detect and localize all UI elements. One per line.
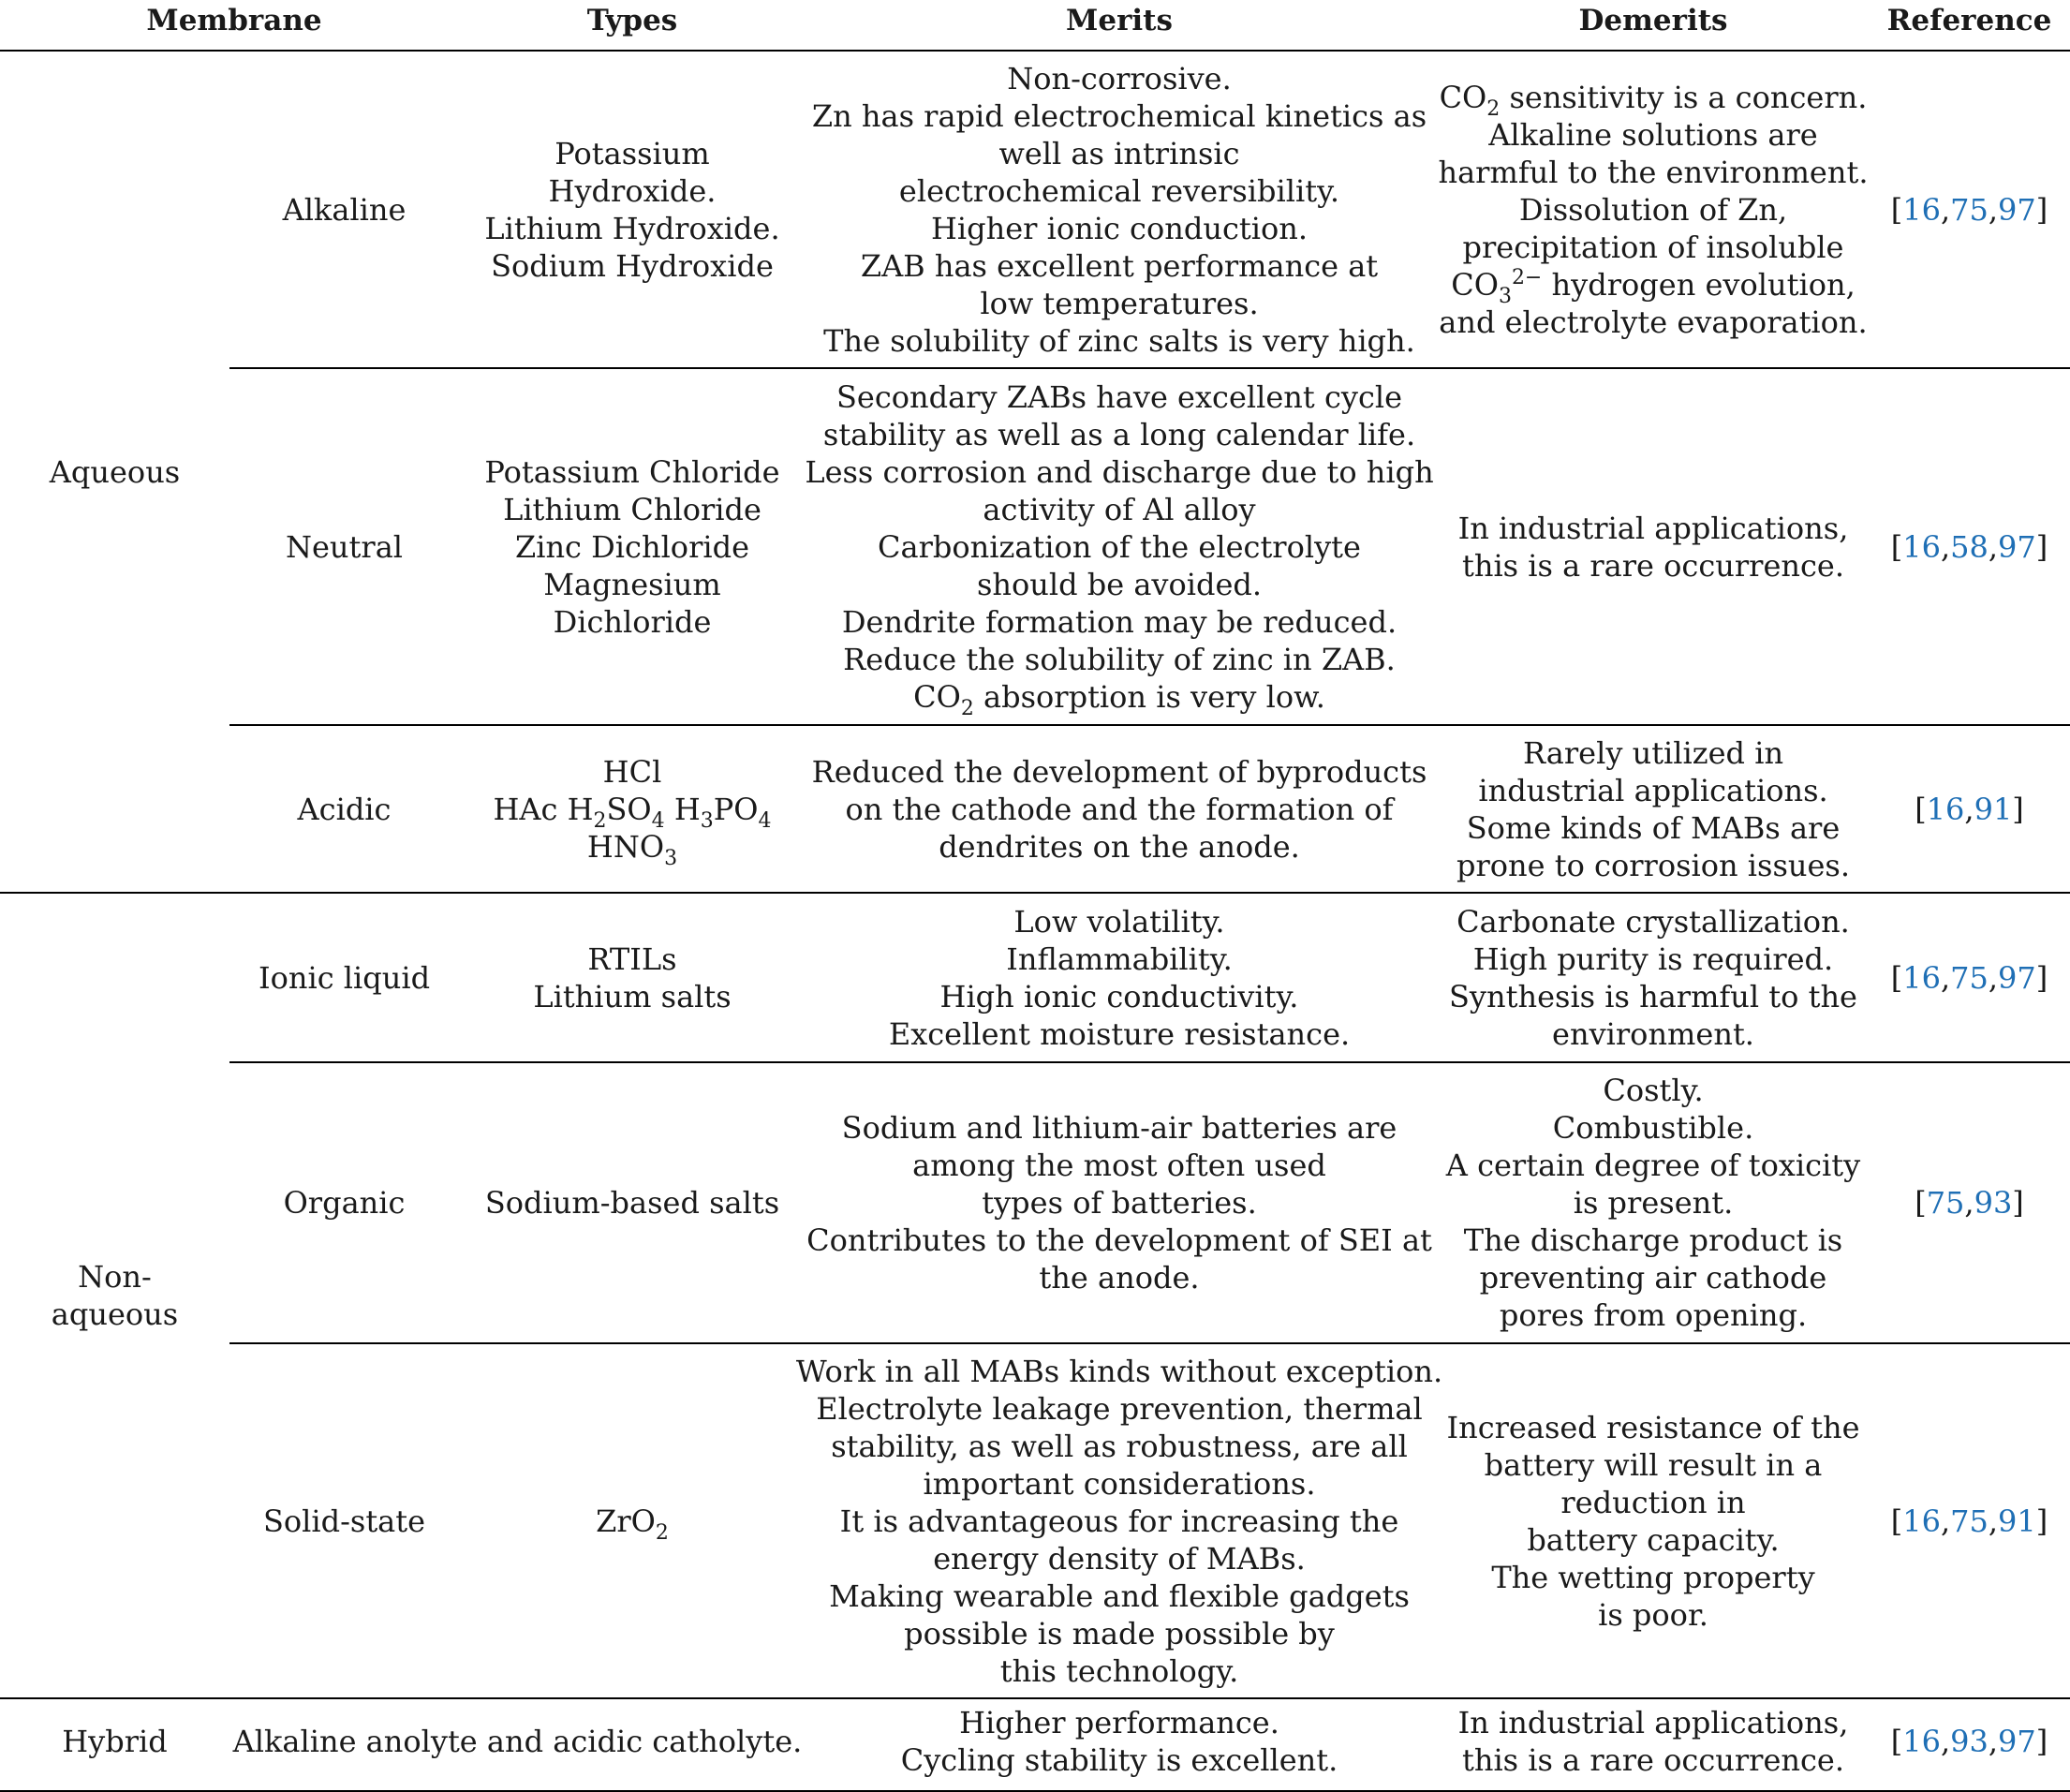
row-neutral-types: Potassium Chloride Lithium Chloride Zinc Dichloride Magnesium Dichloride [484, 453, 780, 640]
header-membrane: Membrane [146, 4, 322, 37]
group-hybrid: Hybrid [62, 1724, 168, 1759]
row-neutral-reference: [16,58,97] [1890, 528, 2048, 565]
row-acidic-merits: Reduced the development of byproducts on the cathode and the formation of dendrites on the anode. [811, 753, 1427, 865]
header-reference: Reference [1886, 4, 2052, 37]
citation-link[interactable]: 75 [1950, 191, 1989, 228]
row-ionic-merits: Low volatility. Inflammability. High ionic conductivity. Excellent moisture resistance. [888, 903, 1351, 1052]
citation-link[interactable]: 93 [1974, 1185, 2013, 1221]
citation-link[interactable]: 91 [1974, 791, 2013, 827]
citation-link[interactable]: 97 [1998, 959, 2036, 996]
row-acidic-reference: [16,91] [1915, 791, 2024, 827]
row-hybrid-reference: [16,93,97] [1890, 1724, 2048, 1759]
header-merits: Merits [1066, 4, 1173, 37]
citation-link[interactable]: 16 [1926, 791, 1965, 827]
header-demerits: Demerits [1578, 4, 1728, 37]
citation-link[interactable]: 75 [1950, 959, 1989, 996]
row-neutral-merits: Secondary ZABs have excellent cycle stability as well as a long calendar life. Less corrosion and discharge due to high activity of Al alloy Carbonization of the electrolyte should be avoided. Dendrite formation may be reduced. Reduce the solubility of zinc in ZAB. $CO_2$ absorption is very low. [805, 378, 1434, 720]
row-acidic-types: HCl HAc $H_2SO_4$ $H_3PO_4$ $HNO_3$ [493, 753, 772, 870]
row-acidic-demerits: Rarely utilized in industrial applications. Some kinds of MABs are prone to corrosion issues. [1456, 734, 1851, 883]
row-alkaline-name: Alkaline [282, 191, 407, 228]
row-ionic-demerits: Carbonate crystallization. High purity is required. Synthesis is harmful to the environment. [1449, 903, 1857, 1052]
row-organic-reference: [75,93] [1915, 1185, 2024, 1221]
row-hybrid-types: Alkaline anolyte and acidic catholyte. [232, 1724, 803, 1759]
citation-link[interactable]: 97 [1998, 191, 2036, 228]
group-aqueous: Aqueous [49, 453, 181, 490]
row-organic-merits: Sodium and lithium-air batteries are among the most often used types of batteries. Contributes to the development of SEI at the anode. [806, 1110, 1432, 1296]
row-organic-demerits: Costly. Combustible. A certain degree of toxicity is present. The discharge product is preventing air cathode pores from opening. [1445, 1073, 1861, 1333]
row-neutral-name: Neutral [285, 528, 403, 565]
row-ionic-types: RTILs Lithium salts [533, 940, 732, 1014]
group-nonaqueous: Non- aqueous [51, 1259, 179, 1332]
citation-link[interactable]: 91 [1998, 1503, 2036, 1539]
row-ionic-reference: [16,75,97] [1890, 959, 2048, 996]
row-alkaline-types: Potassium Hydroxide. Lithium Hydroxide. Sodium Hydroxide [484, 135, 780, 284]
citation-link[interactable]: 75 [1950, 1503, 1989, 1539]
citation-link[interactable]: 16 [1902, 959, 1941, 996]
row-solid-merits: Work in all MABs kinds without exception. Electrolyte leakage prevention, thermal stability, as well as robustness, are all important considerations. It is advantageous for increasing the energy density of MABs. Making wearable and flexible gadgets possible is made possible by this technology. [795, 1353, 1443, 1689]
citation-link[interactable]: 75 [1926, 1185, 1965, 1221]
row-hybrid-merits: Higher performance. Cycling stability is excellent. [900, 1705, 1338, 1778]
row-hybrid-demerits: In industrial applications, this is a rare occurrence. [1457, 1705, 1849, 1778]
citation-link[interactable]: 16 [1902, 191, 1941, 228]
row-alkaline-reference: [16,75,97] [1890, 191, 2048, 228]
citation-link[interactable]: 16 [1902, 528, 1941, 565]
row-acidic-name: Acidic [297, 791, 392, 827]
citation-link[interactable]: 93 [1950, 1724, 1989, 1759]
row-solid-name: Solid-state [262, 1503, 426, 1539]
citation-link[interactable]: 16 [1902, 1503, 1941, 1539]
row-solid-demerits: Increased resistance of the battery will result in a reduction in battery capacity. The wetting property is poor. [1446, 1409, 1860, 1633]
citation-link[interactable]: 16 [1902, 1724, 1941, 1759]
row-neutral-demerits: In industrial applications, this is a rare occurrence. [1457, 510, 1849, 584]
row-ionic-name: Ionic liquid [258, 959, 431, 996]
row-alkaline-demerits: $CO_2$ sensitivity is a concern. Alkaline solutions are harmful to the environment. Dissolution of Zn, precipitation of insoluble $CO_3^{2-}$ hydrogen evolution, and electrolyte evaporation. [1438, 79, 1869, 340]
row-solid-reference: [16,75,91] [1890, 1503, 2048, 1539]
row-solid-types: ZrO$_2$ [596, 1503, 669, 1545]
citation-link[interactable]: 58 [1950, 528, 1989, 565]
citation-link[interactable]: 97 [1998, 528, 2036, 565]
row-alkaline-merits: Non-corrosive. Zn has rapid electrochemical kinetics as well as intrinsic electrochemical reversibility. Higher ionic conduction. ZAB has excellent performance at low temperatures. The solubility of zinc salts is very high. [811, 60, 1427, 359]
header-types: Types [586, 4, 678, 37]
row-organic-types: Sodium-based salts [484, 1185, 780, 1221]
citation-link[interactable]: 97 [1998, 1724, 2036, 1759]
row-organic-name: Organic [283, 1185, 406, 1221]
